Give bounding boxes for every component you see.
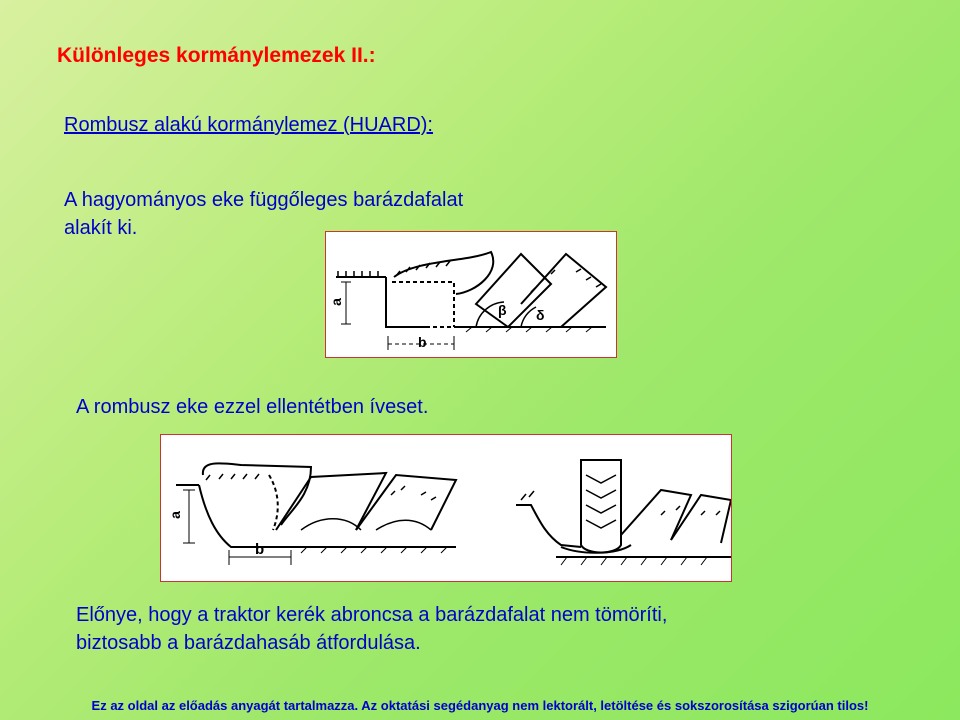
conventional-plow-diagram	[325, 231, 617, 358]
dimension-a-label: a	[166, 511, 183, 519]
dimension-b-label: b	[418, 334, 427, 350]
paragraph-2: A rombusz eke ezzel ellentétben íveset.	[76, 396, 429, 418]
paragraph-1-line-2: alakít ki.	[64, 217, 138, 239]
dimension-b-label: b	[255, 541, 265, 558]
angle-delta-label: δ	[536, 307, 545, 323]
paragraph-3-line-2: biztosabb a barázdahasáb átfordulása.	[76, 632, 421, 654]
paragraph-3-line-1: Előnye, hogy a traktor kerék abroncsa a barázdafalat nem tömöríti,	[76, 604, 668, 626]
paragraph-1-line-1: A hagyományos eke függőleges barázdafalat	[64, 189, 464, 211]
rhombus-plow-diagram	[160, 434, 732, 582]
copyright-footer: Ez az oldal az előadás anyagát tartalmazza. Az oktatási segédanyag nem lektorált, letöltése és sokszorosítása szigorúan tilos!	[91, 698, 869, 713]
slide-subtitle: Rombusz alakú kormánylemez (HUARD):	[64, 114, 433, 136]
paragraph-3	[76, 601, 896, 657]
dimension-a-label: a	[327, 298, 344, 306]
slide-title: Különleges kormánylemezek II.:	[57, 44, 376, 67]
angle-beta-label: β	[498, 302, 507, 318]
